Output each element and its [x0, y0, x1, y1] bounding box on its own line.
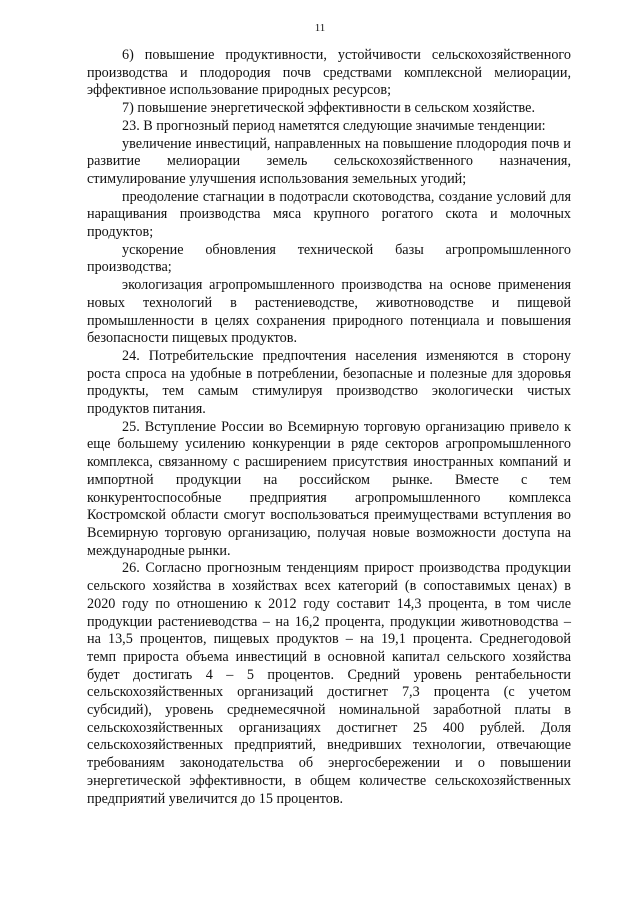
trend-technical-base-paragraph: ускорение обновления технической базы агропромышленного производства;: [87, 241, 571, 276]
trend-investment-paragraph: увеличение инвестиций, направленных на повышение плодородия почв и развитие мелиорации земель сельскохозяйственного назначения, стимулирование улучшения использования земельных угодий;: [87, 135, 571, 187]
trend-cattle-paragraph: преодоление стагнации в подотрасли скотоводства, создание условий для наращивания производства мяса крупного рогатого скота и молочных продуктов;: [87, 188, 571, 241]
page-number: 11: [314, 22, 326, 34]
document-body: [87, 47, 571, 808]
section-26-paragraph: 26. Согласно прогнозным тенденциям прирост производства продукции сельского хозяйства в хозяйствах всех категорий (в сопоставимых ценах) в 2020 году по отношению к 2012 году составит 14,3 процента, в том числе продукции растениеводства – на 16,2 процента, продукции животноводства – на 13,5 процентов, пищевых продуктов – на 19,1 процента. Среднегодовой темп прироста объема инвестиций в основной капитал сельского хозяйства будет достигать 4 – 5 процентов. Средний уровень рентабельности сельскохозяйственных организаций достигнет 7,3 процента (с учетом субсидий), уровень среднемесячной номинальной заработной платы в сельскохозяйственных организациях достигнет 25 400 рублей. Доля сельскохозяйственных предприятий, внедривших технологии, отвечающие требованиям законодательства об энергосбережении и о повышении энергетической эффективности, в общем количестве сельскохозяйственных предприятий увеличится до 15 процентов.: [87, 560, 571, 807]
trend-ecologization-paragraph: экологизация агропромышленного производства на основе применения новых технологий в растениеводстве, животноводстве и пищевой промышленности в целях сохранения природного потенциала и повышения безопасности пищевых продуктов.: [87, 277, 571, 347]
item-6-paragraph: 6) повышение продуктивности, устойчивости сельскохозяйственного производства и плодородия почв средствами комплексной мелиорации, эффективное использование природных ресурсов;: [87, 47, 571, 99]
section-24-paragraph: 24. Потребительские предпочтения населения изменяются в сторону роста спроса на удобные в потреблении, безопасные и полезные для здоровья продукты, тем самым стимулируя производство экологически чистых продуктов питания.: [87, 347, 571, 418]
item-7-paragraph: 7) повышение энергетической эффективности в сельском хозяйстве.: [122, 100, 536, 117]
section-23-paragraph: 23. В прогнозный период наметятся следующие значимые тенденции:: [122, 117, 546, 134]
section-25-paragraph: 25. Вступление России во Всемирную торговую организацию привело к еще большему усилению конкуренции в ряде секторов агропромышленного комплекса, связанному с расширением присутствия иностранных компаний и импортной продукции на российском рынке. Вместе с тем конкурентоспособные предприятия агропромышленного комплекса Костромской области смогут воспользоваться преимуществами вступления во Всемирную торговую организацию, получая новые возможности доступа на международные рынки.: [87, 418, 571, 559]
